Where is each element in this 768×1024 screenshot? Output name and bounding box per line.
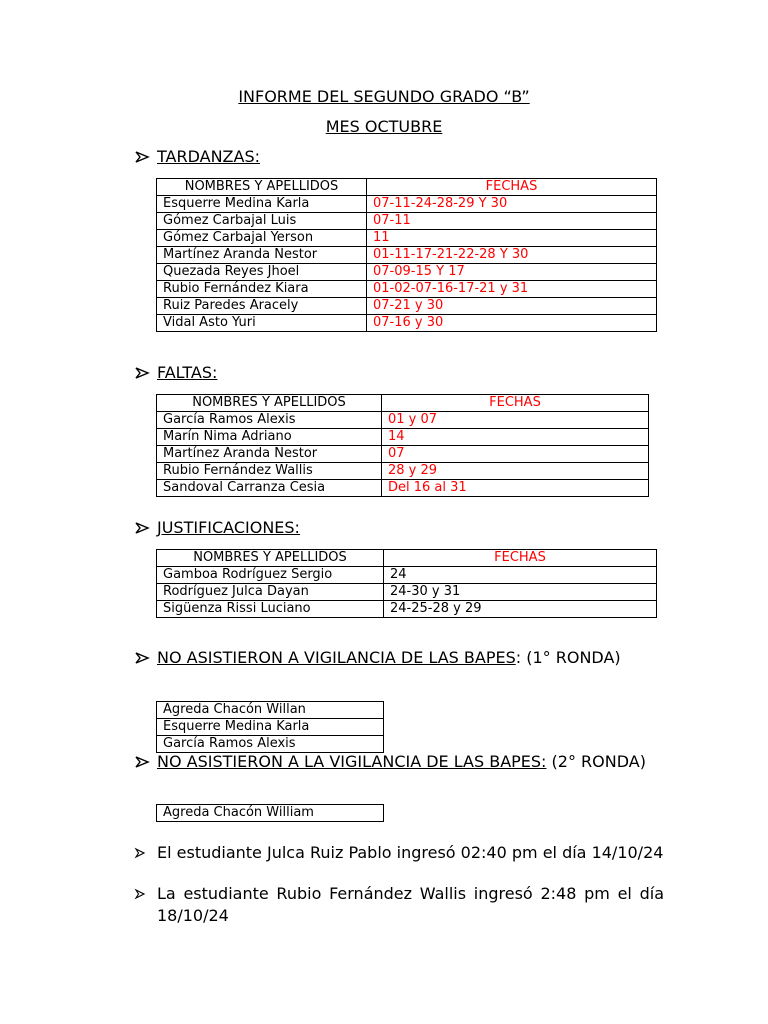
dates-cell: 14 bbox=[382, 429, 649, 446]
student-name-cell: Ruiz Paredes Aracely bbox=[157, 298, 367, 315]
table-row bbox=[157, 247, 657, 264]
table-row bbox=[157, 567, 657, 584]
dates-cell: 11 bbox=[367, 230, 657, 247]
student-name-cell: Gamboa Rodríguez Sergio bbox=[157, 567, 384, 584]
section-vigilancia-1-heading: NO ASISTIERON A VIGILANCIA DE LAS BAPES: (1° RONDA) bbox=[134, 646, 664, 670]
dates-cell: 07-21 y 30 bbox=[367, 298, 657, 315]
table-row bbox=[157, 281, 657, 298]
student-name-cell: Rodríguez Julca Dayan bbox=[157, 584, 384, 601]
dates-column-header: FECHAS bbox=[382, 395, 649, 412]
table-row bbox=[157, 702, 384, 719]
table-row bbox=[157, 213, 657, 230]
student-name-cell: Rubio Fernández Wallis bbox=[157, 463, 382, 480]
dates-cell: 28 y 29 bbox=[382, 463, 649, 480]
note-item: La estudiante Rubio Fernández Wallis ingresó 2:48 pm el día 18/10/24 bbox=[134, 883, 664, 927]
table-row bbox=[157, 196, 657, 213]
table-row bbox=[157, 412, 649, 429]
dates-cell: 01-02-07-16-17-21 y 31 bbox=[367, 281, 657, 298]
dates-cell: 07-16 y 30 bbox=[367, 315, 657, 332]
student-name-cell: Sigüenza Rissi Luciano bbox=[157, 601, 384, 618]
dates-cell: 07-09-15 Y 17 bbox=[367, 264, 657, 281]
student-name-cell: Gómez Carbajal Luis bbox=[157, 213, 367, 230]
table-header-row bbox=[157, 395, 649, 412]
section-faltas-heading: FALTAS: bbox=[134, 361, 664, 385]
table-row bbox=[157, 429, 649, 446]
names-column-header: NOMBRES Y APELLIDOS bbox=[157, 550, 384, 567]
arrow-bullet-icon bbox=[134, 750, 150, 774]
faltas-table bbox=[156, 394, 649, 497]
table-row bbox=[157, 480, 649, 497]
student-name-cell: Marín Nima Adriano bbox=[157, 429, 382, 446]
table-row bbox=[157, 264, 657, 281]
student-name-cell: Sandoval Carranza Cesia bbox=[157, 480, 382, 497]
justificaciones-table bbox=[156, 549, 657, 618]
student-name-cell: Quezada Reyes Jhoel bbox=[157, 264, 367, 281]
table-row bbox=[157, 315, 657, 332]
student-name-cell: Martínez Aranda Nestor bbox=[157, 446, 382, 463]
section-vigilancia-2-heading: NO ASISTIERON A LA VIGILANCIA DE LAS BAPES: (2° RONDA) bbox=[134, 750, 664, 774]
dates-cell: 24 bbox=[384, 567, 657, 584]
arrow-bullet-icon bbox=[134, 145, 150, 169]
dates-column-header: FECHAS bbox=[384, 550, 657, 567]
arrow-bullet-icon bbox=[134, 516, 150, 540]
section-justificaciones-heading: JUSTIFICACIONES: bbox=[134, 516, 664, 540]
student-name-cell: García Ramos Alexis bbox=[157, 736, 384, 753]
table-row bbox=[157, 298, 657, 315]
note-item: El estudiante Julca Ruiz Pablo ingresó 02:40 pm el día 14/10/24 bbox=[134, 842, 664, 864]
table-header-row bbox=[157, 550, 657, 567]
dates-cell: Del 16 al 31 bbox=[382, 480, 649, 497]
month-title: MES OCTUBRE bbox=[325, 117, 443, 136]
student-name-cell: Vidal Asto Yuri bbox=[157, 315, 367, 332]
student-name-cell: Gómez Carbajal Yerson bbox=[157, 230, 367, 247]
dates-cell: 07-11 bbox=[367, 213, 657, 230]
arrow-bullet-icon bbox=[134, 361, 150, 385]
table-row bbox=[157, 719, 384, 736]
small-arrow-bullet-icon bbox=[134, 847, 146, 859]
vigilancia-2-table bbox=[156, 804, 384, 822]
dates-cell: 24-30 y 31 bbox=[384, 584, 657, 601]
student-name-cell: García Ramos Alexis bbox=[157, 412, 382, 429]
vigilancia-1-table bbox=[156, 701, 384, 753]
small-arrow-bullet-icon bbox=[134, 888, 146, 900]
arrow-bullet-icon bbox=[134, 646, 150, 670]
dates-cell: 07 bbox=[382, 446, 649, 463]
document-title: INFORME DEL SEGUNDO GRADO “B” bbox=[238, 87, 530, 106]
student-name-cell: Esquerre Medina Karla bbox=[157, 719, 384, 736]
names-column-header: NOMBRES Y APELLIDOS bbox=[157, 179, 367, 196]
tardanzas-table bbox=[156, 178, 657, 332]
table-row bbox=[157, 805, 384, 822]
table-row bbox=[157, 601, 657, 618]
table-header-row bbox=[157, 179, 657, 196]
dates-cell: 07-11-24-28-29 Y 30 bbox=[367, 196, 657, 213]
table-row bbox=[157, 463, 649, 480]
dates-cell: 01-11-17-21-22-28 Y 30 bbox=[367, 247, 657, 264]
table-row bbox=[157, 230, 657, 247]
dates-cell: 24-25-28 y 29 bbox=[384, 601, 657, 618]
student-name-cell: Agreda Chacón William bbox=[157, 805, 384, 822]
table-row bbox=[157, 446, 649, 463]
names-column-header: NOMBRES Y APELLIDOS bbox=[157, 395, 382, 412]
student-name-cell: Martínez Aranda Nestor bbox=[157, 247, 367, 264]
section-tardanzas-heading: TARDANZAS: bbox=[134, 145, 664, 169]
student-name-cell: Rubio Fernández Kiara bbox=[157, 281, 367, 298]
student-name-cell: Esquerre Medina Karla bbox=[157, 196, 367, 213]
dates-column-header: FECHAS bbox=[367, 179, 657, 196]
table-row bbox=[157, 584, 657, 601]
student-name-cell: Agreda Chacón Willan bbox=[157, 702, 384, 719]
dates-cell: 01 y 07 bbox=[382, 412, 649, 429]
